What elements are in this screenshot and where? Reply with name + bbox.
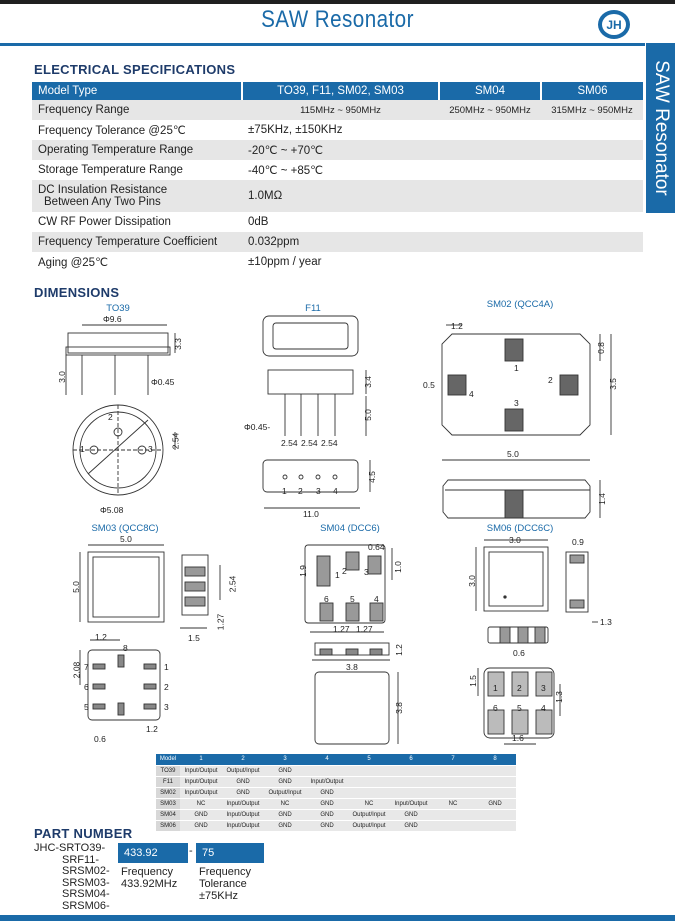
sm04-pin-number: 5 xyxy=(350,594,355,604)
sm02-dim: 3.5 xyxy=(607,378,618,390)
sm04-title: SM04 (DCC6) xyxy=(320,523,380,534)
sm03-pin-number: 6 xyxy=(84,682,89,692)
pin-cell: GND xyxy=(306,787,348,798)
pin-table-row xyxy=(156,765,516,776)
pin-cell xyxy=(474,809,516,820)
sm04-pin-number: 3 xyxy=(364,567,369,577)
spec-label-line: DC Insulation Resistance xyxy=(38,184,168,196)
sm02-dim: 0.8 xyxy=(595,342,606,354)
to39-pin-number: 2 xyxy=(108,412,113,422)
part-prefix: JHC-SRTO39- xyxy=(34,842,106,854)
sm06-pin-number: 3 xyxy=(541,683,546,693)
sm06-title: SM06 (DCC6C) xyxy=(486,523,554,534)
sm06-pin-number: 4 xyxy=(541,703,546,713)
part-prefix: SRF11- xyxy=(62,853,100,866)
pin-cell: GND xyxy=(264,820,306,831)
sm03-pin-number: 7 xyxy=(84,662,89,672)
spec-value: 0.032ppm xyxy=(242,232,643,252)
spec-value: ±75KHz, ±150KHz xyxy=(242,120,643,140)
f11-dim: 5.0 xyxy=(362,409,373,421)
frequency-label-line: Frequency xyxy=(121,866,173,878)
pin-cell xyxy=(474,787,516,798)
to39-dim: Φ9.6 xyxy=(103,314,122,324)
electrical-spec-heading: ELECTRICAL SPECIFICATIONS xyxy=(34,62,236,77)
sm03-dim: 1.27 xyxy=(215,613,226,631)
pin-cell xyxy=(432,787,474,798)
sm02-dim: 0.5 xyxy=(423,380,435,390)
sm06-pin-number: 2 xyxy=(517,683,522,693)
sm06-dim: 1.3 xyxy=(553,691,564,703)
tolerance-label-line: Frequency xyxy=(199,866,251,878)
pin-header-cell: 6 xyxy=(390,754,432,765)
sm06-pin-number: 6 xyxy=(493,703,498,713)
pin-header-cell: 7 xyxy=(432,754,474,765)
pin-header-cell: 4 xyxy=(306,754,348,765)
pin-table-row xyxy=(156,798,516,809)
spec-value: 315MHz ~ 950MHz xyxy=(541,100,643,120)
sm03-dim: 2.08 xyxy=(71,661,82,679)
pin-model: SM06 xyxy=(156,820,180,831)
sm02-dim: 1.4 xyxy=(596,493,607,505)
pin-model: TO39 xyxy=(156,765,180,776)
sm03-title: SM03 (QCC8C) xyxy=(91,523,159,534)
f11-drawing xyxy=(263,316,370,508)
to39-dim: 3.3 xyxy=(172,338,183,350)
to39-dim: Φ5.08 xyxy=(100,505,124,515)
f11-pin-number: 2 xyxy=(298,486,303,496)
pin-cell: GND xyxy=(180,809,222,820)
pin-cell xyxy=(474,776,516,787)
spec-value: 250MHz ~ 950MHz xyxy=(439,100,541,120)
sm03-dim: 1.2 xyxy=(95,632,107,642)
pin-cell: GND xyxy=(222,787,264,798)
f11-pin-number: 4 xyxy=(333,486,338,496)
to39-dim: 2.54 xyxy=(170,432,181,450)
frequency-example: 433.92MHz xyxy=(121,878,178,890)
pin-cell: GND xyxy=(474,798,516,809)
pin-table-row xyxy=(156,809,516,820)
to39-pin-number: 3 xyxy=(148,444,153,454)
spec-label: Aging @25℃ xyxy=(32,252,242,272)
sm06-dim: 1.6 xyxy=(512,733,524,743)
sm02-drawing xyxy=(442,325,611,518)
spec-label: Storage Temperature Range xyxy=(32,160,242,180)
part-prefix: SRSM06- xyxy=(62,899,110,912)
sm04-dim: 3.8 xyxy=(346,662,358,672)
pin-cell: GND xyxy=(222,776,264,787)
spec-value: 0dB xyxy=(242,212,643,232)
spec-header-cell: TO39, F11, SM02, SM03 xyxy=(242,82,439,100)
tolerance-label xyxy=(199,866,251,902)
part-dash: - xyxy=(189,845,193,857)
pin-cell xyxy=(432,820,474,831)
to39-drawing xyxy=(66,325,175,495)
pin-header-cell: 1 xyxy=(180,754,222,765)
page-title: SAW Resonator xyxy=(261,6,414,33)
pin-cell: GND xyxy=(306,820,348,831)
sm03-dim: 1.2 xyxy=(146,724,158,734)
to39-dim: 3.0 xyxy=(56,371,67,383)
sm03-dim: 2.54 xyxy=(227,575,238,593)
pin-cell: Input/Output xyxy=(222,820,264,831)
pin-cell: GND xyxy=(264,809,306,820)
sm02-pin-number: 4 xyxy=(469,389,474,399)
spec-label: Frequency Temperature Coefficient xyxy=(32,232,242,252)
pin-cell xyxy=(348,765,390,776)
pin-cell: GND xyxy=(306,798,348,809)
sm02-dim: 5.0 xyxy=(507,449,519,459)
to39-title: TO39 xyxy=(106,303,130,314)
sm06-pin-number: 1 xyxy=(493,683,498,693)
sm03-dim: 5.0 xyxy=(120,534,132,544)
f11-dim: 2.54 xyxy=(301,438,318,448)
sm04-dim: 1.27 xyxy=(333,624,350,634)
pin-cell: Output/Input xyxy=(222,765,264,776)
f11-dim: 4.5 xyxy=(366,471,377,483)
frequency-code-box: 433.92 xyxy=(118,843,188,863)
f11-pin-number: 1 xyxy=(282,486,287,496)
sm06-pin-number: 5 xyxy=(517,703,522,713)
to39-pin-number: 1 xyxy=(80,444,85,454)
dimensions-heading: DIMENSIONS xyxy=(34,285,120,300)
spec-label: Frequency Range xyxy=(32,100,242,120)
pin-header-cell: Model xyxy=(156,754,180,765)
sm02-pin-number: 2 xyxy=(548,375,553,385)
pin-cell: NC xyxy=(180,798,222,809)
pin-cell xyxy=(348,776,390,787)
sm04-pin-number: 2 xyxy=(342,566,347,576)
pin-cell xyxy=(390,787,432,798)
sm03-dim: 5.0 xyxy=(70,581,81,593)
pin-table-row xyxy=(156,820,516,831)
sm03-pin-number: 3 xyxy=(164,702,169,712)
spec-label: CW RF Power Dissipation xyxy=(32,212,242,232)
spec-header-cell: Model Type xyxy=(32,82,242,100)
pin-cell: GND xyxy=(306,809,348,820)
part-number-heading: PART NUMBER xyxy=(34,826,133,841)
sm06-dim: 1.3 xyxy=(600,617,612,627)
to39-dim: Φ0.45 xyxy=(151,377,175,387)
side-tab-label: SAW Resonator xyxy=(650,60,672,196)
f11-pin-number: 3 xyxy=(316,486,321,496)
f11-dim: 3.4 xyxy=(362,376,373,388)
spec-value: -20℃ ~ +70℃ xyxy=(242,140,643,160)
sm03-pin-number: 2 xyxy=(164,682,169,692)
pin-cell: Input/Output xyxy=(222,798,264,809)
pin-table-row xyxy=(156,787,516,798)
pin-model: F11 xyxy=(156,776,180,787)
pin-cell: NC xyxy=(348,798,390,809)
sm03-dim: 0.6 xyxy=(94,734,106,744)
pin-cell: Input/Output xyxy=(180,765,222,776)
part-prefix: SRSM03- xyxy=(62,876,110,889)
pin-header-cell: 5 xyxy=(348,754,390,765)
sm02-title: SM02 (QCC4A) xyxy=(486,299,554,310)
pin-header-cell: 8 xyxy=(474,754,516,765)
sm03-dim: 1.5 xyxy=(188,633,200,643)
sm04-dim: 0.64 xyxy=(368,542,385,552)
pin-cell: Output/Input xyxy=(264,787,306,798)
pin-cell: Output/Input xyxy=(348,809,390,820)
sm04-dim: 1.9 xyxy=(297,565,308,577)
pin-header-cell: 3 xyxy=(264,754,306,765)
pin-cell: NC xyxy=(432,798,474,809)
pin-cell xyxy=(474,765,516,776)
pin-cell: GND xyxy=(390,820,432,831)
f11-dim: Φ0.45- xyxy=(244,422,271,432)
bottom-bar xyxy=(0,915,675,921)
pin-table-row xyxy=(156,776,516,787)
pin-cell: GND xyxy=(264,765,306,776)
pin-cell: Input/Output xyxy=(306,776,348,787)
sm04-pin-number: 1 xyxy=(335,570,340,580)
sm02-pin-number: 1 xyxy=(514,363,519,373)
part-prefix: SRSM02- xyxy=(62,865,110,877)
sm06-dim: 0.9 xyxy=(572,537,584,547)
tolerance-code-box: 75 xyxy=(196,843,264,863)
sm02-pin-number: 3 xyxy=(514,398,519,408)
sm04-pin-number: 6 xyxy=(324,594,329,604)
f11-dim: 2.54 xyxy=(321,438,338,448)
f11-dim: 11.0 xyxy=(303,509,319,519)
f11-title: F11 xyxy=(305,303,321,314)
pin-cell: Input/Output xyxy=(180,787,222,798)
spec-value: 115MHz ~ 950MHz xyxy=(242,100,439,120)
pin-assignment-table xyxy=(156,754,516,832)
pin-cell xyxy=(432,809,474,820)
f11-dim: 2.54 xyxy=(281,438,298,448)
sm04-dim: 1.0 xyxy=(392,561,403,573)
tolerance-label-line: Tolerance xyxy=(199,878,247,890)
pin-cell xyxy=(474,820,516,831)
spec-value: -40℃ ~ +85℃ xyxy=(242,160,643,180)
pin-cell: GND xyxy=(264,776,306,787)
spec-header-cell: SM04 xyxy=(439,82,541,100)
spec-label: Frequency Tolerance @25℃ xyxy=(32,120,242,140)
spec-value: 1.0MΩ xyxy=(242,180,643,212)
sm03-pin-number: 5 xyxy=(84,702,89,712)
logo-text: JH xyxy=(606,18,622,32)
sm06-dim: 0.6 xyxy=(513,648,525,658)
sm04-pin-number: 4 xyxy=(374,594,379,604)
pin-cell xyxy=(390,765,432,776)
sm03-pin-number: 8 xyxy=(123,643,128,653)
sm06-drawing xyxy=(476,540,598,744)
pin-model: SM02 xyxy=(156,787,180,798)
sm04-drawing xyxy=(305,545,398,744)
pin-cell: Input/Output xyxy=(222,809,264,820)
pin-cell xyxy=(390,776,432,787)
pin-cell: Input/Output xyxy=(180,776,222,787)
sm06-dim: 3.0 xyxy=(509,535,521,545)
sm04-dim: 1.27 xyxy=(356,624,373,634)
spec-label: Operating Temperature Range xyxy=(32,140,242,160)
sm06-dim: 1.5 xyxy=(467,675,478,687)
spec-value: ±10ppm / year xyxy=(242,252,643,272)
pin-model: SM03 xyxy=(156,798,180,809)
pin-cell xyxy=(432,765,474,776)
part-prefix: SRSM04- xyxy=(62,888,110,900)
pin-cell xyxy=(432,776,474,787)
sm03-pin-number: 1 xyxy=(164,662,169,672)
spec-header-cell: SM06 xyxy=(541,82,643,100)
pin-cell: Input/Output xyxy=(390,798,432,809)
sm04-dim: 1.2 xyxy=(393,644,404,656)
sm02-dim: 1.2 xyxy=(451,321,463,331)
pin-cell xyxy=(306,765,348,776)
pin-cell: Output/Input xyxy=(348,820,390,831)
pin-model: SM04 xyxy=(156,809,180,820)
tolerance-example: ±75KHz xyxy=(199,890,239,902)
pin-header-cell: 2 xyxy=(222,754,264,765)
pin-cell: GND xyxy=(390,809,432,820)
part-prefix-list xyxy=(34,843,110,912)
pin-cell: GND xyxy=(180,820,222,831)
spec-label-line: Between Any Two Pins xyxy=(44,196,161,208)
pin-cell xyxy=(348,787,390,798)
pin-cell: NC xyxy=(264,798,306,809)
sm04-dim: 3.8 xyxy=(393,702,404,714)
frequency-label xyxy=(121,866,177,890)
pin-table-header xyxy=(156,754,516,765)
sm06-dim: 3.0 xyxy=(466,575,477,587)
